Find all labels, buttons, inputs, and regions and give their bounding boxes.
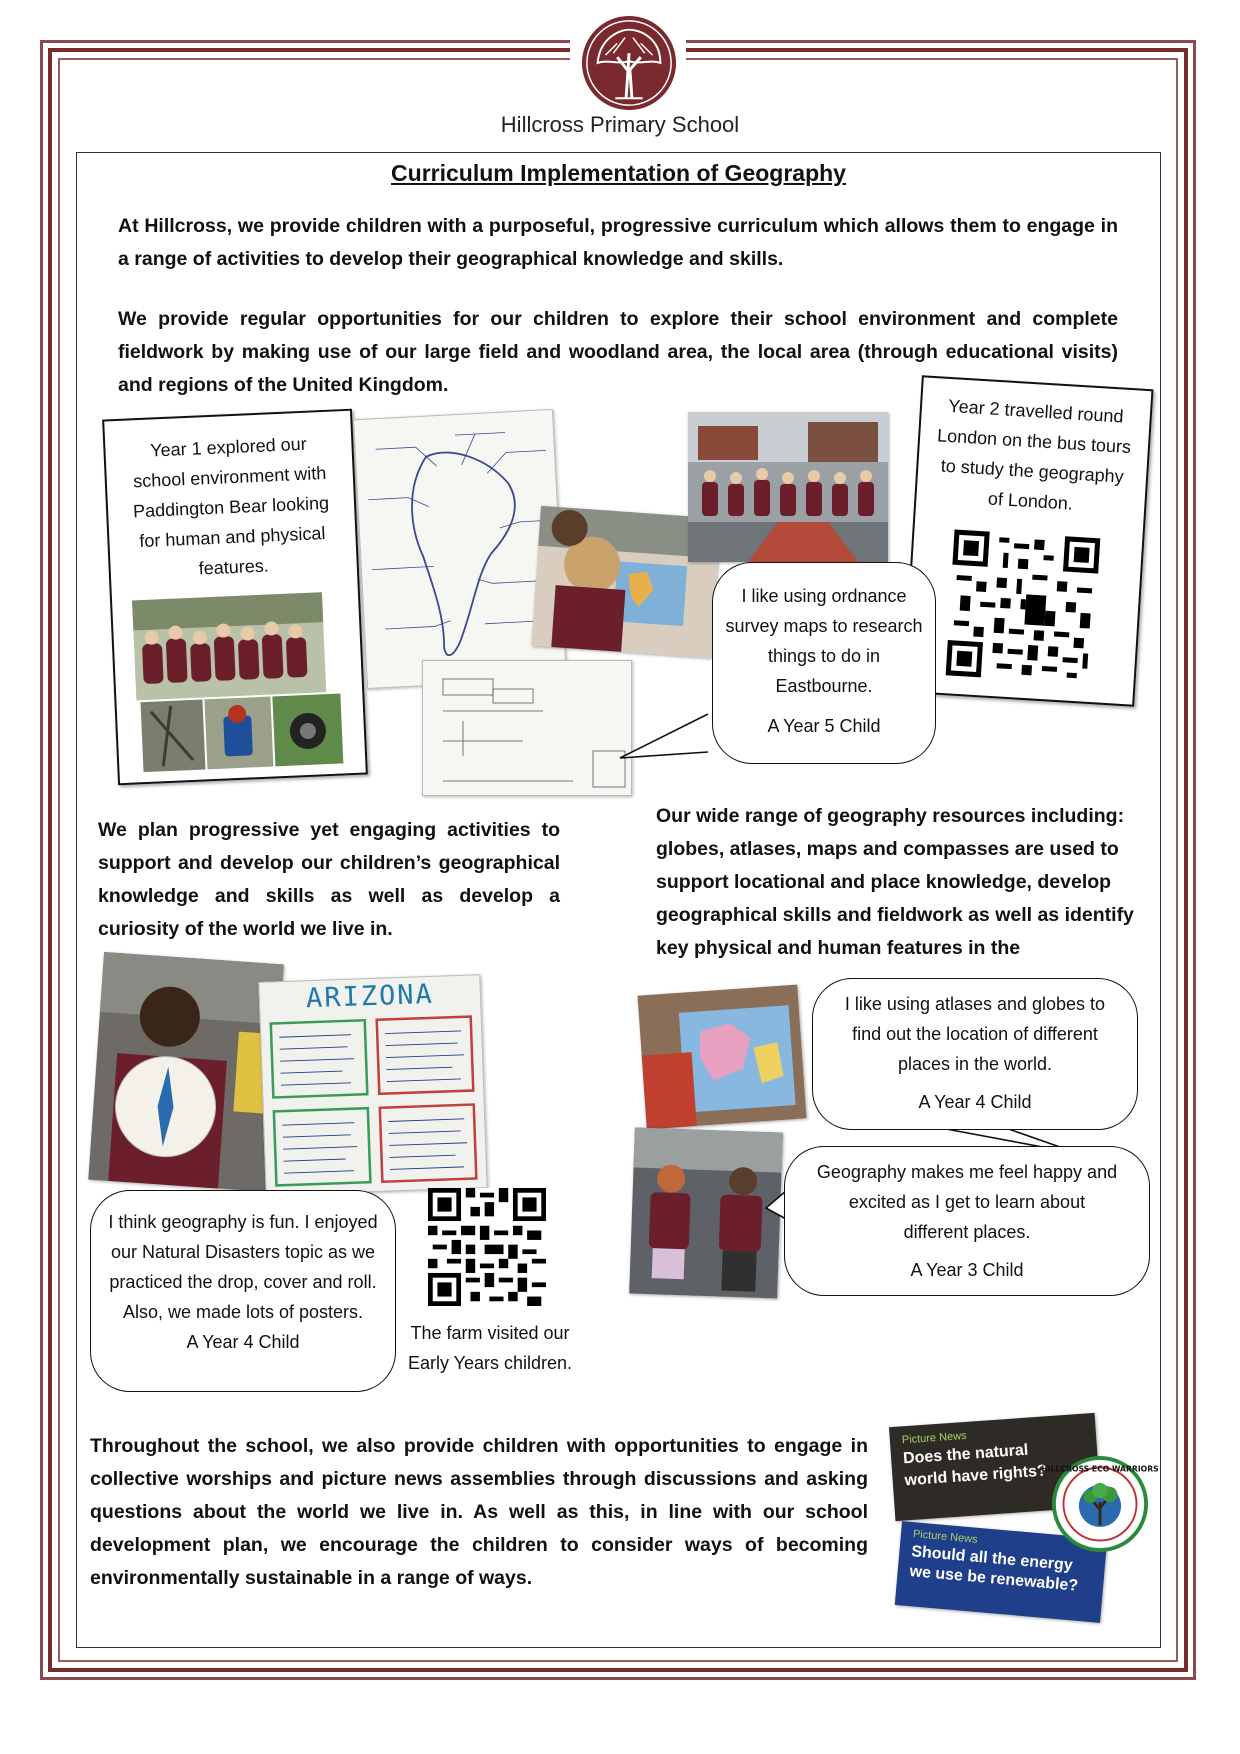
year3-quote-bubble bbox=[784, 1146, 1150, 1296]
page-title: Curriculum Implementation of Geography bbox=[391, 160, 846, 186]
resources-paragraph: Our wide range of geography resources including: globes, atlases, maps and compasses are used to support locational and place knowledge, develop geographical skills and fieldwork as well as identify key physical and human features in the bbox=[656, 805, 1134, 959]
year2-qr-code bbox=[946, 529, 1101, 684]
paddington-bear-photos bbox=[140, 693, 343, 772]
year2-card bbox=[903, 375, 1154, 707]
year3-quote-text: Geography makes me feel happy and excited as I get to learn about different places. bbox=[816, 1162, 1118, 1242]
farm-qr-code bbox=[428, 1188, 546, 1306]
arizona-poster-boxes bbox=[261, 1008, 489, 1192]
year5-quote-bubble bbox=[712, 562, 936, 764]
intro-paragraph-2: We provide regular opportunities for our children to explore their school environment and complete fieldwork by making use of our large field and woodland area, the local area (through educational visits) and regions of the United Kingdom. bbox=[118, 308, 1118, 396]
eastbourne-worksheet-sketch bbox=[422, 660, 632, 796]
year4-atlas-quote-bubble bbox=[812, 978, 1138, 1130]
picture-news-slide-2-text: Should all the energy we use be renewable? bbox=[908, 1543, 1079, 1595]
eco-badge-text: HILLCROSS ECO WARRIORS bbox=[1041, 1464, 1159, 1474]
children-compass-photo bbox=[629, 1127, 783, 1298]
year4-atlas-quote-attribution: A Year 4 Child bbox=[918, 1092, 1032, 1112]
year5-quote-text: I like using ordnance survey maps to research things to do in Eastbourne. bbox=[725, 586, 923, 696]
eco-warriors-badge bbox=[1041, 1456, 1159, 1552]
year3-quote-attribution: A Year 3 Child bbox=[910, 1260, 1024, 1280]
year4-disasters-quote-attribution: A Year 4 Child bbox=[186, 1332, 300, 1352]
map-drawing bbox=[354, 410, 568, 690]
school-logo-tree bbox=[580, 14, 678, 112]
year4-disasters-quote-text: I think geography is fun. I enjoyed our Natural Disasters topic as we practiced the drop, cover and roll. Also, we made lots of posters. bbox=[108, 1212, 378, 1322]
picture-news-slide-1-text: Does the natural world have rights? bbox=[902, 1441, 1048, 1490]
activities-paragraph: We plan progressive yet engaging activities to support and develop our children’s geographical knowledge and skills as well as develop a curiosity of the world we live in. bbox=[98, 819, 560, 940]
arizona-poster bbox=[258, 974, 487, 1196]
london-bus-tour-photo bbox=[688, 412, 888, 562]
year1-class-photo bbox=[132, 592, 326, 700]
picture-news-brand-1: Picture News bbox=[901, 1429, 967, 1447]
year1-card-text: Year 1 explored our school environment with Paddington Bear looking for human and physical features. bbox=[132, 433, 330, 579]
year1-card bbox=[102, 409, 368, 786]
paper-plate-activity-photo bbox=[88, 952, 283, 1192]
year5-quote-attribution: A Year 5 Child bbox=[767, 716, 881, 736]
year4-atlas-quote-text: I like using atlases and globes to find out the location of different places in the world. bbox=[844, 994, 1106, 1074]
year2-card-text: Year 2 travelled round London on the bus tours to study the geography of London. bbox=[936, 395, 1132, 514]
picture-news-brand-2: Picture News bbox=[912, 1528, 979, 1546]
south-america-map-sketch bbox=[353, 409, 567, 689]
atlas-globe-photo bbox=[638, 985, 807, 1130]
farm-caption: The farm visited our Early Years children. bbox=[407, 1323, 573, 1373]
arizona-poster-heading: ARIZONA bbox=[305, 978, 435, 1015]
closing-paragraph: Throughout the school, we also provide children with opportunities to engage in collective worships and picture news assemblies through discussions and asking questions about the world we live in. As well as this, in line with our school development plan, we encourage the children to consider ways of becoming environmentally sustainable in a range of ways. bbox=[90, 1435, 868, 1589]
year5-bubble-tail bbox=[618, 712, 708, 762]
year4-disasters-quote-bubble bbox=[90, 1190, 396, 1392]
school-name: Hillcross Primary School bbox=[500, 112, 740, 137]
worksheet-drawing bbox=[423, 661, 633, 797]
intro-paragraph-1: At Hillcross, we provide children with a purposeful, progressive curriculum which allows them to engage in a range of activities to develop their geographical knowledge and skills. bbox=[118, 215, 1118, 270]
